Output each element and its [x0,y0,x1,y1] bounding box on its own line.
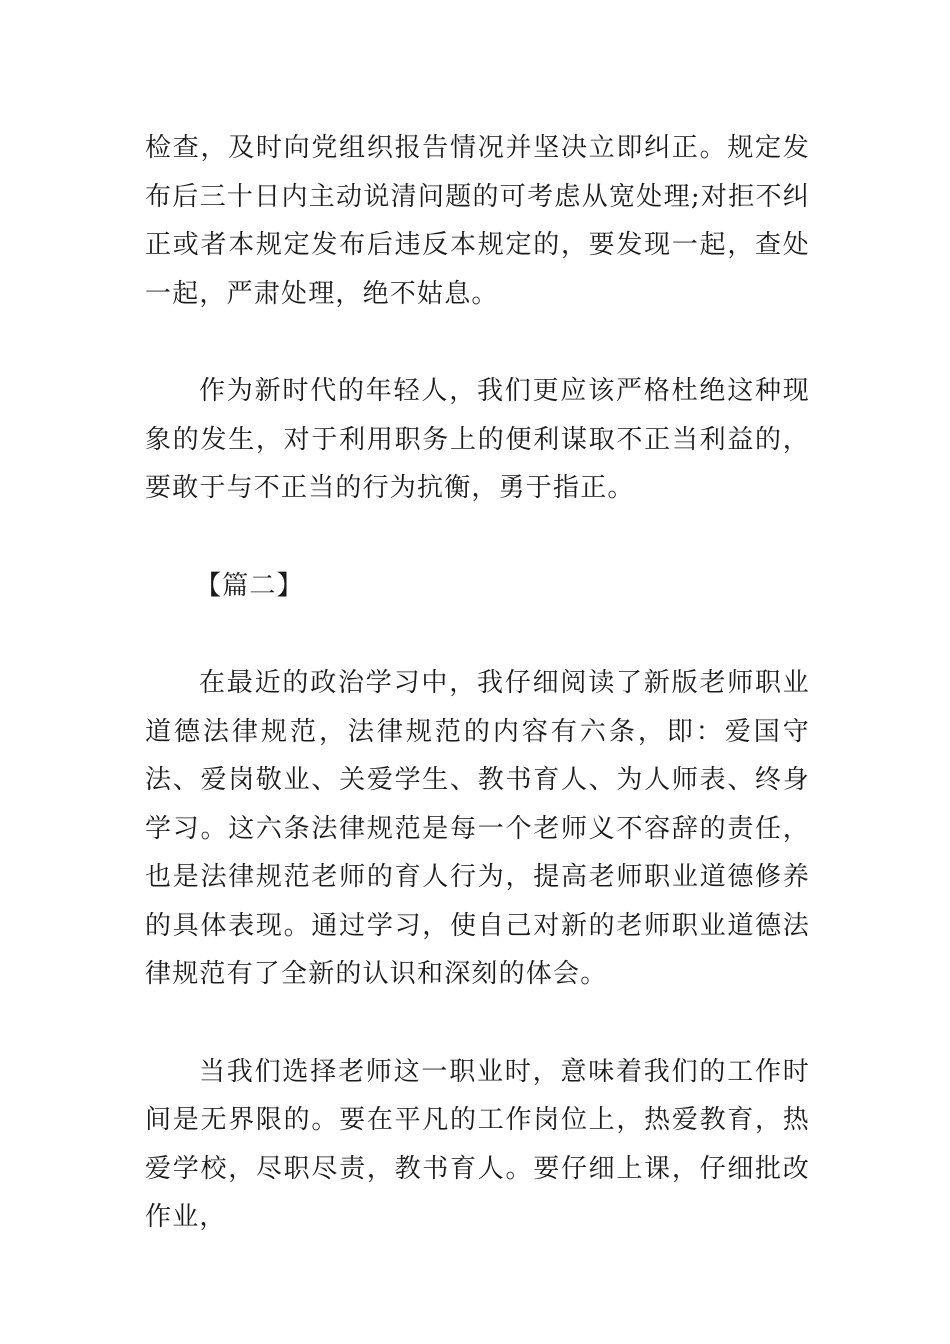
document-body [145,124,810,1242]
paragraph-young-people: 作为新时代的年轻人，我们更应该严格杜绝这种现象的发生，对于利用职务上的便利谋取不正当利益的，要敢于与不正当的行为抗衡，勇于指正。 [145,376,810,503]
paragraph-continuation: 检查，及时向党组织报告情况并坚决立即纠正。规定发布后三十日内主动说清问题的可考虑从宽处理;对拒不纠正或者本规定发布后违反本规定的，要发现一起，查处一起，严肃处理，绝不姑息。 [145,133,810,309]
paragraph-political-study: 在最近的政治学习中，我仔细阅读了新版老师职业道德法律规范，法律规范的内容有六条，即：爱国守法、爱岗敬业、关爱学生、教书育人、为人师表、终身学习。这六条法律规范是每一个老师义不容辞的责任，也是法律规范老师的育人行为，提高老师职业道德修养的具体表现。通过学习，使自己对新的老师职业道德法律规范有了全新的认识和深刻的体会。 [145,668,810,989]
paragraph-teacher-career: 当我们选择老师这一职业时，意味着我们的工作时间是无界限的。要在平凡的工作岗位上，热爱教育，热爱学校，尽职尽责，教书育人。要仔细上课，仔细批改作业， [145,1056,810,1232]
section-heading: 【篇二】 [195,570,304,601]
